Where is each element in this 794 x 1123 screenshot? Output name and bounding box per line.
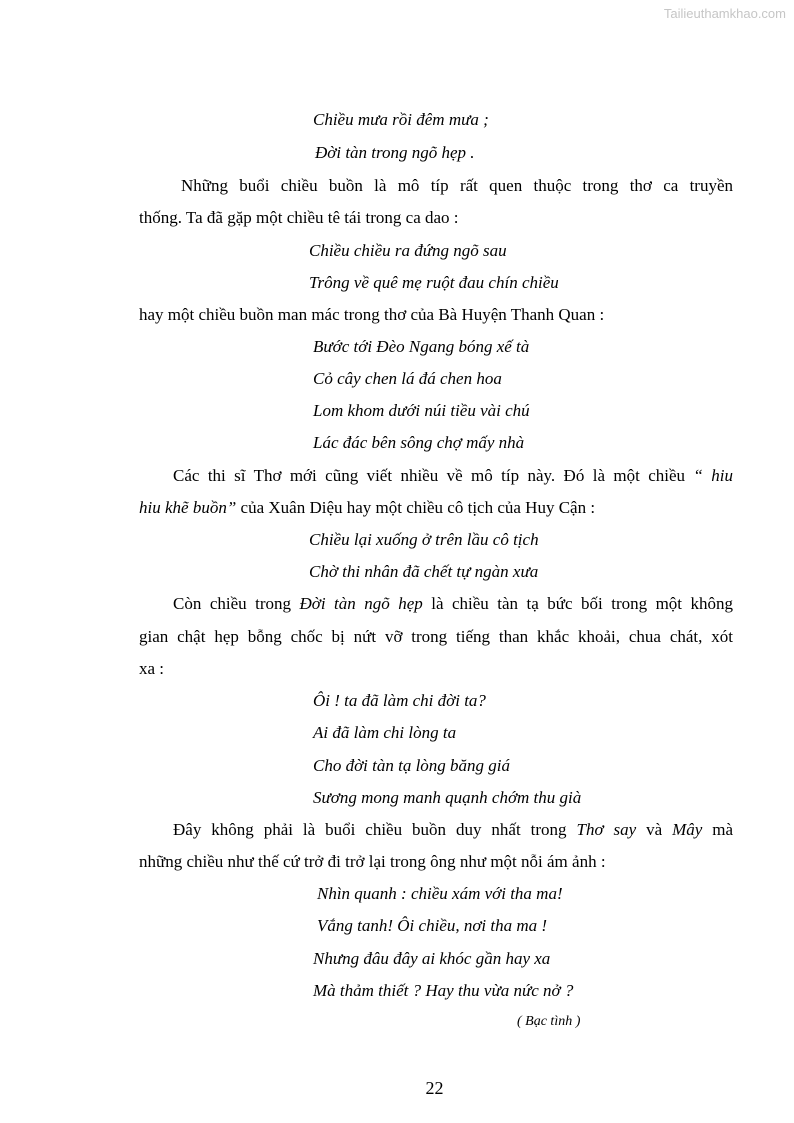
paragraph-line bbox=[173, 820, 733, 840]
paragraph-text: Các thi sĩ Thơ mới cũng viết nhiều về mô típ này. Đó là một chiều bbox=[173, 466, 686, 485]
paragraph-text: và bbox=[636, 820, 673, 839]
paragraph-line: xa : bbox=[139, 659, 165, 678]
verse-line: Vắng tanh! Ôi chiều, nơi tha ma ! bbox=[317, 916, 548, 935]
verse-line: Chiều lại xuống ở trên lầu cô tịch bbox=[309, 530, 539, 549]
paragraph-text: Đây không phải là buổi chiều buồn duy nhất trong bbox=[173, 820, 577, 839]
verse-line: Lom khom dưới núi tiều vài chú bbox=[313, 401, 530, 420]
quote: “ hiu bbox=[693, 466, 733, 485]
watermark: Tailieuthamkhao.com bbox=[663, 6, 786, 21]
verse-line: Chờ thi nhân đã chết tự ngàn xưa bbox=[309, 562, 539, 581]
verse-line: Cho đời tàn tạ lòng băng giá bbox=[313, 756, 511, 775]
work-title: Thơ say bbox=[576, 820, 637, 839]
verse-line: Chiều mưa rồi đêm mưa ; bbox=[313, 110, 489, 129]
work-title: Mây bbox=[672, 820, 703, 839]
paragraph-line bbox=[173, 594, 733, 614]
paragraph-text: mà bbox=[702, 820, 733, 839]
paragraph-text: là chiều tàn tạ bức bối trong một không bbox=[422, 594, 734, 613]
verse-line: Sương mong manh quạnh chớm thu già bbox=[313, 788, 582, 807]
paragraph-line: thống. Ta đã gặp một chiều tê tái trong ca dao : bbox=[139, 208, 459, 227]
paragraph-line bbox=[173, 466, 733, 486]
paragraph-text: của Xuân Diệu hay một chiều cô tịch của Huy Cận : bbox=[236, 498, 596, 517]
paragraph-line: gian chật hẹp bỗng chốc bị nứt vỡ trong tiếng than khắc khoải, chua chát, xót bbox=[139, 627, 733, 646]
paragraph-text: Còn chiều trong bbox=[173, 594, 300, 613]
verse-line: Ôi ! ta đã làm chi đời ta? bbox=[313, 691, 486, 710]
poem-source: ( Bạc tình ) bbox=[517, 1014, 581, 1029]
verse-line: Ai đã làm chi lòng ta bbox=[313, 723, 457, 742]
work-title: Đời tàn ngõ hẹp bbox=[299, 594, 423, 613]
quote: hiu khẽ buồn” bbox=[139, 498, 237, 517]
verse-line: Đời tàn trong ngõ hẹp . bbox=[315, 143, 475, 162]
verse-line: Cỏ cây chen lá đá chen hoa bbox=[313, 369, 502, 388]
verse-line: Nhìn quanh : chiều xám với tha ma! bbox=[317, 884, 563, 903]
paragraph-line: Những buổi chiều buồn là mô típ rất quen thuộc trong thơ ca truyền bbox=[181, 176, 733, 195]
verse-line: Nhưng đâu đây ai khóc gần hay xa bbox=[313, 949, 551, 968]
page-number: 22 bbox=[425, 1078, 444, 1098]
verse-line: Lác đác bên sông chợ mấy nhà bbox=[313, 433, 525, 452]
paragraph-line: hay một chiều buồn man mác trong thơ của Bà Huyện Thanh Quan : bbox=[139, 305, 605, 324]
verse-line: Chiều chiều ra đứng ngõ sau bbox=[309, 241, 507, 260]
paragraph-line bbox=[139, 498, 595, 518]
verse-line: Bước tới Đèo Ngang bóng xế tà bbox=[313, 337, 530, 356]
verse-line: Mà thảm thiết ? Hay thu vừa nức nở ? bbox=[313, 981, 574, 1000]
verse-line: Trông về quê mẹ ruột đau chín chiều bbox=[309, 273, 559, 292]
paragraph-line: những chiều như thế cứ trở đi trở lại trong ông như một nỗi ám ảnh : bbox=[139, 852, 606, 871]
